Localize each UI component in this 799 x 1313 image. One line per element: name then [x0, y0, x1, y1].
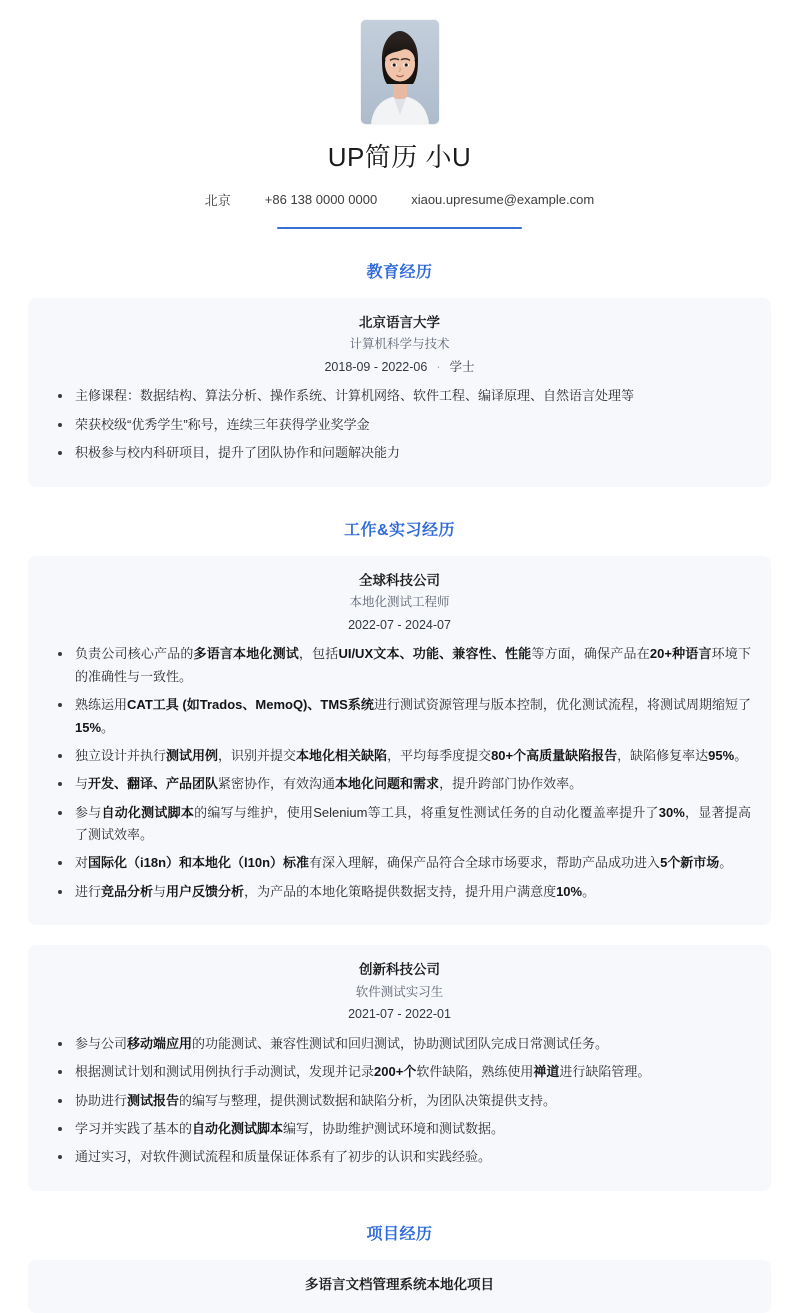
bullet-text: 的编写与整理，提供测试数据和缺陷分析，为团队决策提供支持。 [179, 1092, 557, 1108]
avatar [361, 20, 439, 124]
bullet-text: 进行 [75, 883, 102, 899]
entry-card [28, 1260, 771, 1313]
bullet-emphasis: 开发、翻译、产品团队 [88, 776, 219, 792]
entry-head [48, 312, 751, 380]
avatar-wrap [0, 20, 799, 124]
bullet-emphasis: 测试用例 [166, 747, 219, 763]
bullet-text: 对 [75, 855, 89, 871]
bullet-item [48, 1090, 751, 1112]
bullet-text: 熟练运用 [75, 697, 128, 713]
bullet-emphasis: 自动化测试脚本 [192, 1121, 284, 1137]
entry-meta-separator: · [436, 359, 441, 374]
bullet-emphasis: 80+个高质量缺陷报告 [491, 747, 618, 763]
bullet-text: ，平均每季度提交 [387, 747, 492, 763]
bullet-text: 独立设计并执行 [75, 747, 167, 763]
bullet-item [48, 881, 751, 903]
bullet-item [48, 442, 751, 464]
bullet-text: 积极参与校内科研项目，提升了团队协作和问题解决能力 [75, 445, 401, 461]
bullet-emphasis: 15% [75, 719, 102, 735]
bullet-emphasis: 20+种语言 [649, 646, 712, 662]
bullet-emphasis: 5个新市场 [660, 855, 720, 871]
bullet-emphasis: 禅道 [533, 1064, 560, 1080]
entry-date-range: 2018-09 - 2022-06 [324, 359, 428, 374]
entry-date-range: 2021-07 - 2022-01 [348, 1007, 451, 1022]
bullet-list [48, 1033, 751, 1169]
entry-date-range: 2022-07 - 2024-07 [348, 617, 451, 632]
entry-organization: 多语言文档管理系统本地化项目 [305, 1276, 494, 1292]
bullet-item [48, 1033, 751, 1055]
entry-role: 计算机科学与技术 [349, 337, 450, 352]
contact-line [0, 190, 799, 209]
bullet-text: 荣获校级“优秀学生”称号，连续三年获得学业奖学金 [75, 416, 370, 432]
contact-location: 北京 [204, 192, 231, 208]
entry-role: 本地化测试工程师 [349, 595, 450, 610]
bullet-emphasis: 移动端应用 [127, 1035, 193, 1051]
entry-date [48, 1003, 751, 1027]
bullet-text: 进行测试资源管理与版本控制，优化测试流程，将测试周期缩短了 [373, 697, 751, 713]
bullet-text: 的编写与维护，使用Selenium等工具，将重复性测试任务的自动化覆盖率提升了 [194, 804, 659, 820]
section-title: 项目经历 [366, 1225, 433, 1243]
contact-email: xiaou.upresume@example.com [411, 191, 595, 207]
entry-card [28, 945, 771, 1191]
bullet-text: 参与 [75, 804, 102, 820]
bullet-text: 进行缺陷管理。 [559, 1064, 651, 1080]
bullet-item [48, 802, 751, 847]
entry-head [48, 570, 751, 638]
bullet-text: 编写，协助维护测试环境和测试数据。 [283, 1121, 505, 1137]
bullet-text: 协助进行 [75, 1092, 128, 1108]
section-title: 工作&实习经历 [343, 521, 456, 539]
bullet-item [48, 414, 751, 436]
bullet-text: 等方面，确保产品在 [531, 646, 650, 662]
bullet-text: ，包括 [298, 646, 339, 662]
bullet-emphasis: UI/UX文本、功能、兼容性、性能 [338, 646, 532, 662]
bullet-item [48, 694, 751, 739]
entry-degree: 学士 [449, 359, 475, 374]
bullet-emphasis: 测试报告 [127, 1092, 180, 1108]
bullet-item [48, 1061, 751, 1083]
bullet-item [48, 1146, 751, 1168]
entry-date [48, 356, 751, 380]
entry-date [48, 614, 751, 638]
bullet-emphasis: CAT工具 (如Trados、MemoQ)、TMS系统 [127, 697, 374, 713]
entry-head [48, 1274, 751, 1297]
bullet-list [48, 643, 751, 903]
bullet-text: ，为产品的本地化策略提供数据支持，提升用户满意度 [244, 883, 557, 899]
bullet-text: 主修课程：数据结构、算法分析、操作系统、计算机网络、软件工程、编译原理、自然语言处理等 [75, 388, 635, 404]
bullet-text: 紧密协作，有效沟通 [218, 776, 336, 792]
bullet-item [48, 773, 751, 795]
bullet-item [48, 745, 751, 767]
sections-root [0, 259, 799, 1313]
entry-organization: 全球科技公司 [359, 572, 440, 588]
bullet-item [48, 643, 751, 688]
bullet-text: 学习并实践了基本的 [75, 1121, 193, 1137]
bullet-emphasis: 多语言本地化测试 [193, 646, 299, 662]
page-title: UP简历 小U [327, 142, 472, 172]
bullet-text: 软件缺陷，熟练使用 [416, 1064, 534, 1080]
bullet-text: 。 [719, 855, 733, 871]
bullet-text: 通过实习，对软件测试流程和质量保证体系有了初步的认识和实践经验。 [75, 1149, 492, 1165]
entry-role: 软件测试实习生 [355, 984, 444, 999]
bullet-text: 。 [582, 883, 596, 899]
bullet-text: 。 [734, 747, 748, 763]
section-title: 教育经历 [366, 263, 433, 281]
bullet-text: 根据测试计划和测试用例执行手动测试，发现并记录 [75, 1064, 375, 1080]
bullet-item [48, 1118, 751, 1140]
entry-card [28, 298, 771, 487]
entry-head [48, 959, 751, 1027]
entry-organization: 创新科技公司 [359, 962, 440, 978]
bullet-text: ，识别并提交 [218, 747, 297, 763]
bullet-item [48, 385, 751, 407]
bullet-list [48, 385, 751, 464]
bullet-emphasis: 本地化问题和需求 [335, 776, 440, 792]
bullet-item [48, 852, 751, 874]
bullet-emphasis: 95% [708, 747, 735, 763]
bullet-text: 环境下的准确性与一致性。 [75, 646, 751, 684]
bullet-text: 有深入理解，确保产品符合全球市场要求，帮助产品成功进入 [309, 855, 661, 871]
bullet-text: 。 [101, 719, 115, 735]
bullet-emphasis: 竞品分析 [101, 883, 154, 899]
header-divider [277, 227, 522, 229]
bullet-emphasis: 用户反馈分析 [166, 883, 245, 899]
bullet-emphasis: 国际化（i18n）和本地化（l10n）标准 [88, 855, 310, 871]
bullet-text: ，显著提高了测试效率。 [75, 804, 751, 842]
section-work [0, 517, 799, 1191]
bullet-text: ，缺陷修复率达 [617, 747, 709, 763]
resume-header [0, 0, 799, 229]
entry-card [28, 556, 771, 926]
bullet-emphasis: 本地化相关缺陷 [296, 747, 388, 763]
bullet-text: 负责公司核心产品的 [75, 646, 194, 662]
bullet-text: ，提升跨部门协作效率。 [439, 776, 583, 792]
entry-organization: 北京语言大学 [359, 314, 440, 330]
section-projects [0, 1221, 799, 1313]
contact-phone: +86 138 0000 0000 [264, 191, 378, 207]
bullet-emphasis: 200+个 [374, 1064, 417, 1080]
section-education [0, 259, 799, 487]
bullet-emphasis: 10% [556, 883, 583, 899]
bullet-text: 与 [153, 883, 167, 899]
bullet-text: 的功能测试、兼容性测试和回归测试，协助测试团队完成日常测试任务。 [192, 1035, 609, 1051]
bullet-emphasis: 30% [658, 804, 685, 820]
bullet-emphasis: 自动化测试脚本 [101, 804, 195, 820]
bullet-text: 参与公司 [75, 1035, 128, 1051]
bullet-text: 与 [75, 776, 89, 792]
